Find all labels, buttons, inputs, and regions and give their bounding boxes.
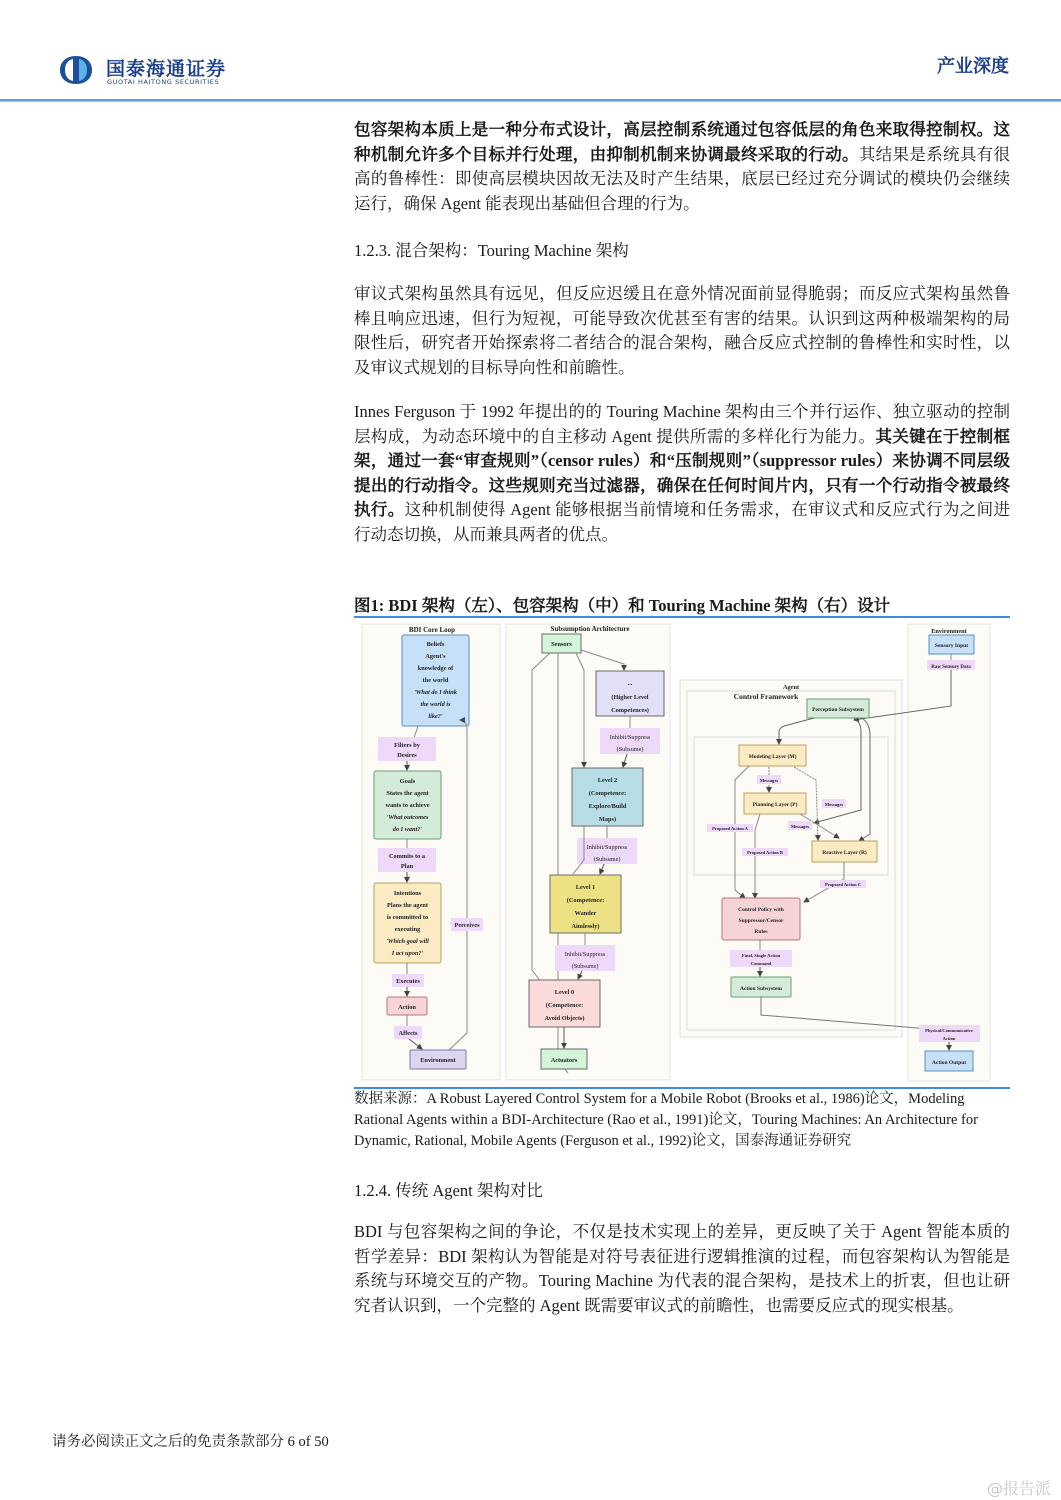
paragraph-touring-machine [354,400,1010,547]
diagram-label: Modeling Layer (M) [748,754,797,760]
action-subsystem-node [731,977,791,997]
actuators-node [541,1049,587,1069]
diagram-label: Maps) [598,816,617,823]
para1-bold: 包容架构本质上是一种分布式设计，高层控制系统通过包容低层的角色来取得控制权。这种机制允许多个目标并行处理，由抑制机制来协调最终采取的行动。 [354,120,1010,164]
figure-title: 图1: BDI 架构（左）、包容架构（中）和 Touring Machine 架构（右）设计 [354,596,891,615]
diagram-label: 'What outcomes [386,814,429,821]
control-framework-label: Control Framework [733,692,799,701]
diagram-label: Action Subsystem [739,986,783,992]
architecture-figure [354,620,1010,1085]
diagram-label: Avoid Objects) [544,1015,585,1022]
level0-node [529,980,600,1027]
diagram-label: Environment [420,1057,456,1064]
diagram-label: Inhibit/Suppress [586,844,628,851]
logo-mark-icon [58,55,94,85]
level2-node [572,768,643,826]
diagram-label: (Higher Level [611,694,649,701]
diagram-label: Proposed Action B [747,850,783,855]
diagram-label: Messages [759,778,779,783]
diagram-label: Aimlessly) [571,923,600,930]
diagram-label: Actuators [550,1057,578,1064]
diagram-label: Goals [399,778,416,785]
diagram-label: Executes [396,978,420,985]
paragraph-architecture-comparison [354,1220,1010,1318]
diagram-label: Action Output [931,1060,967,1066]
diagram-label: (Subsume) [571,963,599,970]
diagram-label: States the agent [386,790,429,797]
diagram-label: Sensory Input [934,643,969,649]
diagram-label: Competences) [611,707,649,714]
diagram-label: Inhibit/Suppress [564,951,606,958]
figure-top-rule [354,616,1010,618]
para1-normal: 其结果是系统具有很高的鲁棒性：即使高层模块因故无法及时产生结果，底层已经过充分调试的模块仍会继续运行，确保 Agent 能表现出基础但合理的行为。 [354,144,1011,213]
diagram-label: Wander [574,910,597,917]
diagram-label: Affects [398,1030,418,1037]
sensory-input-node [929,635,974,654]
reactive-layer-node [812,841,877,862]
diagram-label: Filters by [394,742,420,749]
modeling-layer-node [739,745,806,766]
diagram-label: wants to achieve [385,802,430,809]
diagram-label: Messages [790,824,810,829]
diagram-label: Inhibit/Suppress [609,734,651,741]
diagram-label: the world is [420,701,451,708]
bdi-beliefs-node [402,635,469,726]
paragraph-subsumption-summary [354,118,1010,216]
bdi-goals-node [374,771,441,839]
diagram-label: Proposed Action A [712,826,748,831]
diagram-label: executing [394,926,421,933]
environment-box [908,624,990,1081]
diagram-label: Physical/Communicative [925,1028,973,1033]
diagram-label: ... [627,680,633,687]
page-footer-disclaimer: 请务必阅读正文之后的免责条款部分 6 of 50 [52,1434,329,1450]
diagram-label: Beliefs [426,641,445,648]
diagram-label: (Subsume) [593,856,621,863]
diagram-label: Raw Sensory Data [931,665,971,670]
diagram-label: Final, Single Action [741,953,781,958]
report-type-label: 产业深度 [937,56,1009,77]
diagram-label: Reactive Layer (R) [822,850,867,856]
section-heading-1-2-3: 1.2.3. 混合架构：Touring Machine 架构 [354,241,629,260]
level1-node [550,875,621,933]
company-logo [58,52,258,92]
diagram-label: Sensors [551,641,572,648]
environment-label: Environment [931,628,967,635]
diagram-label: Messages [824,802,844,807]
figure-source-note: 数据来源：A Robust Layered Control System for a Mobile Robot (Brooks et al., 1986)论文，Modeling Rational Agents within a BDI-Architecture (Rao et al., 1991)论文，Touring Machines: An Architecture for Dynamic, Rational, Mobile Agents (Ferguson et al., 1992)论文，国泰海通证券研究 [354,1091,978,1149]
bdi-action-node [387,997,427,1015]
para3-bold: 其关键在于控制框架，通过一套“审查规则”（censor rules）和“压制规则”（suppressor rules）来协调不同层级提出的行动指令。这些规则充当过滤器，确保在任何时间片内，只有一个行动指令被最终执行。 [354,426,1011,519]
diagram-label: Proposed Action C [825,882,861,887]
diagram-label: (Competence: [566,897,605,904]
section-heading-1-2-4: 1.2.4. 传统 Agent 架构对比 [354,1181,543,1200]
bdi-intentions-node [374,883,441,963]
diagram-label: (Subsume) [616,746,644,753]
sensors-node [542,634,581,653]
diagram-label: like?' [428,713,443,720]
diagram-label: Action [942,1036,956,1041]
para4-text: BDI 与包容架构之间的争论，不仅是技术实现上的差异，更反映了关于 Agent 智能本质的哲学差异：BDI 架构认为智能是对符号表征进行逻辑推演的过程，而包容架构认为智能是系统与环境交互的产物。Touring Machine 为代表的混合架构，是技术上的折衷，但也让研究者认识到，一个完整的 Agent 既需要审议式的前瞻性，也需要反应式的现实根基。 [354,1222,1010,1315]
diagram-label: Planning Layer (P) [752,802,798,808]
diagram-label: Plan [400,863,414,870]
bdi-title: BDI Core Loop [408,626,456,634]
diagram-label: Control Policy with [738,907,784,913]
diagram-label: 'What do I think [414,689,457,696]
higher-level-node [596,671,664,716]
diagram-label: (Competence: [588,790,627,797]
para2-text: 审议式架构虽然具有远见，但反应迟缓且在意外情况面前显得脆弱；而反应式架构虽然鲁棒且响应迅速，但行为短视，可能导致次优甚至有害的结果。认识到这两种极端架构的局限性后，研究者开始探索将二者结合的混合架构，融合反应式控制的鲁棒性和实时性，以及审议式规划的目标导向性和前瞻性。 [354,284,1010,377]
agent-label: Agent [782,684,800,691]
diagram-label: (Competence: [545,1002,584,1009]
logo-text-cn: 国泰海通证券 [106,58,227,80]
diagram-label: knowledge of [417,665,454,672]
diagram-label: Level 0 [554,989,575,996]
diagram-label: Action [398,1004,416,1011]
paragraph-hybrid-intro [354,282,1010,380]
diagram-label: the world [422,677,449,684]
planning-layer-node [744,793,806,814]
watermark: @报告派 [986,1479,1051,1498]
subsumption-title: Subsumption Architecture [550,625,630,633]
para3-normal2: 这种机制使得 Agent 能够根据当前情境和任务需求，在审议式和反应式行为之间进行动态切换，从而兼具两者的优点。 [354,500,1011,544]
action-output-node [925,1051,973,1071]
para3-normal1: Innes Ferguson 于 1992 年提出的的 Touring Machine 架构由三个并行运作、独立驱动的控制层构成，为动态环境中的自主移动 Agent 提供所需的多样化行为能力。 [354,402,1010,446]
diagram-label: Commits to a [388,853,426,860]
diagram-label: Intentions [393,890,422,897]
diagram-label: Suppressor/Censor [738,918,784,924]
diagram-label: Plans the agent [387,902,428,909]
diagram-label: Command [750,961,772,966]
diagram-label: Perceives [454,922,480,929]
diagram-label: 'Which goal will [386,938,429,945]
diagram-connector [60,56,92,84]
diagram-label: do I want?' [392,826,423,833]
diagram-label: Desires [397,752,417,759]
diagram-label: Level 2 [597,777,618,784]
diagram-label: Level 1 [575,884,596,891]
diagram-label: Perception Subsystem [812,707,864,713]
perception-node [807,699,869,718]
diagram-label: I act upon?' [391,950,424,957]
diagram-label: is committed to [386,914,429,921]
bdi-environment-node [410,1050,466,1069]
diagram-label: Agent's [425,653,446,660]
logo-text-en: GUOTAI HAITONG SECURITIES [107,78,220,86]
diagram-label: Explore/Build [588,803,627,810]
diagram-label: Rules [754,929,768,935]
header-divider [0,99,1061,102]
control-policy-node [722,898,800,940]
